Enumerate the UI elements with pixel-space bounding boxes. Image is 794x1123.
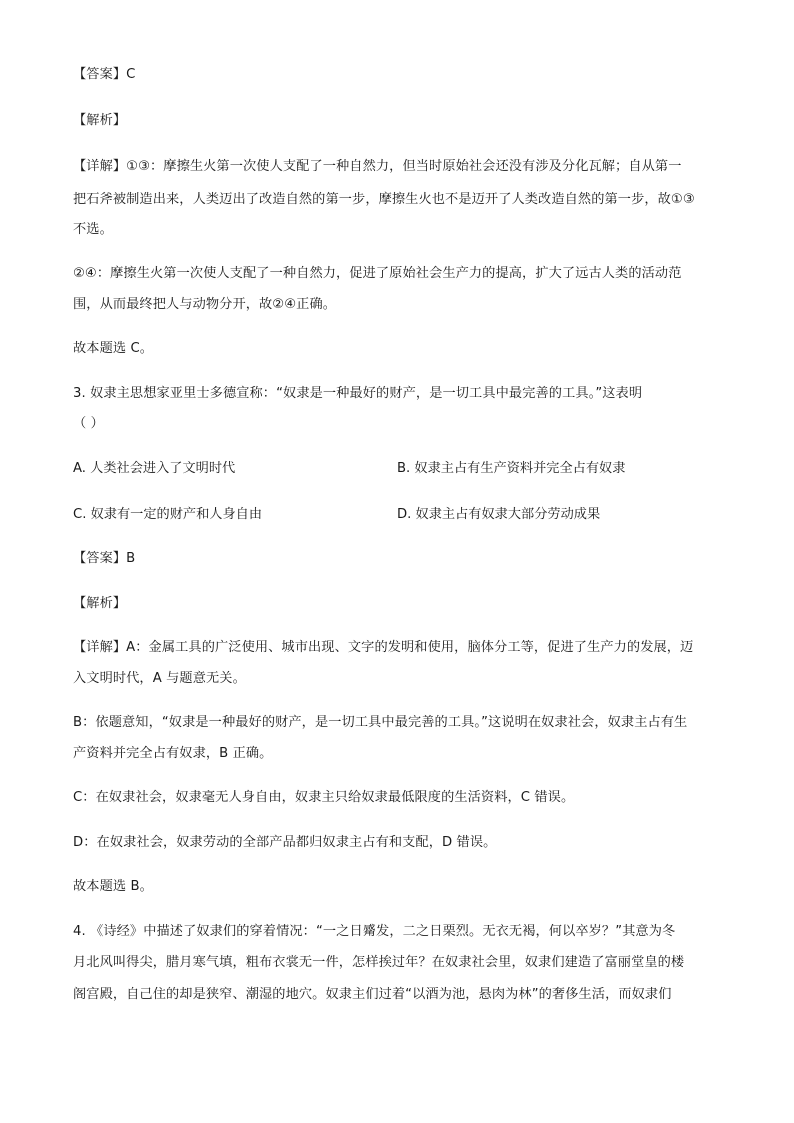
answer-label: 【答案】: [73, 67, 127, 82]
q3-d-line: D：在奴隶社会，奴隶劳动的全部产品都归奴隶主占有和支配，D 错误。: [73, 835, 497, 850]
q2-detail-line: 把石斧被制造出来，人类迈出了改造自然的第一步，摩擦生火也不是迈开了人类改造自然的第一步，故①③: [73, 192, 695, 207]
q2-detail-line: 【详解】①③：摩擦生火第一次使人支配了一种自然力，但当时原始社会还没有涉及分化瓦解；自从第一: [73, 159, 682, 174]
q3-b-line: B：依题意知，“奴隶是一种最好的财产，是一切工具中最完善的工具。”这说明在奴隶社会，奴隶主占有生: [73, 715, 688, 730]
answer-label: 【答案】: [73, 551, 127, 566]
q4-stem-line: 阁宫殿，自己住的却是狭窄、潮湿的地穴。奴隶主们过着“以酒为池，悬肉为林”的奢侈生活，而奴隶们: [73, 987, 672, 1002]
q3-stem: 3. 奴隶主思想家亚里士多德宣称：“奴隶是一种最好的财产，是一切工具中最完善的工具。”这表明: [73, 386, 643, 401]
q3-conclusion: 故本题选 B。: [73, 879, 153, 894]
q2-detail2-line: 围，从而最终把人与动物分开，故②④正确。: [73, 297, 337, 312]
q3-b-line: 产资料并完全占有奴隶，B 正确。: [73, 746, 273, 761]
q3-answer: [73, 549, 135, 569]
q3-detail-line: 入文明时代，A 与题意无关。: [73, 671, 246, 686]
q3-option-c: C. 奴隶有一定的财产和人身自由: [73, 507, 263, 522]
q3-option-b: B. 奴隶主占有生产资料并完全占有奴隶: [397, 461, 626, 476]
q3-detail-line: 【详解】A：金属工具的广泛使用、城市出现、文字的发明和使用，脑体分工等，促进了生产力的发展，迈: [73, 640, 694, 655]
q3-analysis-label: 【解析】: [73, 596, 127, 611]
q2-conclusion: 故本题选 C。: [73, 341, 154, 356]
q2-detail-line: 不选。: [73, 222, 113, 237]
q2-analysis-label: 【解析】: [73, 113, 127, 128]
q4-stem-line: 4. 《诗经》中描述了奴隶们的穿着情况：“一之日觱发，二之日栗烈。无衣无褐，何以卒岁？”其意为冬: [73, 924, 676, 939]
q2-detail2-line: ②④：摩擦生火第一次使人支配了一种自然力，促进了原始社会生产力的提高，扩大了远古人类的活动范: [73, 266, 682, 281]
q3-c-line: C：在奴隶社会，奴隶毫无人身自由，奴隶主只给奴隶最低限度的生活资料，C 错误。: [73, 790, 575, 805]
q3-option-d: D. 奴隶主占有奴隶大部分劳动成果: [397, 507, 601, 522]
q3-option-a: A. 人类社会进入了文明时代: [73, 461, 236, 476]
answer-value: C: [126, 67, 136, 82]
answer-value: B: [126, 551, 136, 566]
q4-stem-line: 月北风叫得尖，腊月寒气填，粗布衣裳无一件，怎样挨过年？在奴隶社会里，奴隶们建造了富丽堂皇的楼: [73, 955, 685, 970]
q2-answer: [73, 65, 135, 85]
q3-stem-blank: （ ）: [73, 416, 104, 431]
